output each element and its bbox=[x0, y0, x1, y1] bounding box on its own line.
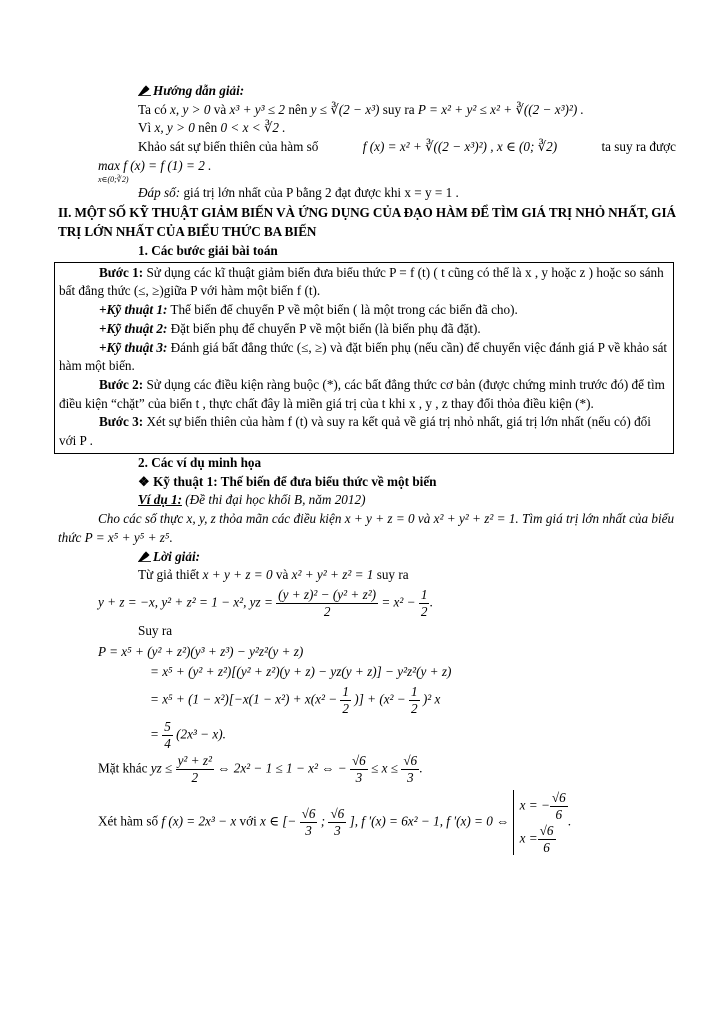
math: y ≤ ∛(2 − x³) bbox=[310, 101, 380, 117]
math: x² + y² + z² = 1 bbox=[291, 567, 374, 583]
solution-label: Hướng dẫn giải: bbox=[153, 83, 245, 98]
diamond-bullet-icon: ❖ bbox=[138, 473, 154, 489]
fraction bbox=[538, 823, 556, 856]
suy-ra: Suy ra bbox=[138, 622, 173, 638]
text: Từ giả thiết bbox=[138, 567, 200, 583]
fraction bbox=[328, 806, 346, 839]
p-line-2 bbox=[98, 663, 676, 682]
fraction-denominator: 4 bbox=[164, 735, 171, 751]
math: max f (x) = f (1) = 2 . bbox=[98, 157, 212, 173]
fraction-denominator: 2 bbox=[342, 700, 349, 716]
document-body bbox=[58, 82, 676, 857]
math: yz ≤ bbox=[150, 760, 173, 776]
technique-2-text: Đặt biến phụ để chuyển P về một biến (là biến phụ đã đặt). bbox=[170, 320, 481, 336]
technique-1 bbox=[59, 301, 669, 320]
technique-1-title bbox=[98, 473, 676, 492]
fraction-numerator: √6 bbox=[330, 806, 345, 822]
text: và bbox=[275, 567, 289, 583]
sol-line-2 bbox=[98, 119, 676, 138]
example-1-header bbox=[98, 491, 676, 510]
math: (2x³ − x). bbox=[176, 726, 226, 742]
fraction bbox=[350, 753, 368, 786]
math: x ∈ [− bbox=[260, 813, 297, 829]
fraction-denominator: 3 bbox=[406, 770, 414, 786]
technique-1-label: +Kỹ thuật 1: bbox=[99, 302, 168, 318]
fraction bbox=[162, 719, 173, 752]
step-1-label: Bước 1: bbox=[99, 264, 144, 280]
math: x³ + y³ ≤ 2 bbox=[229, 101, 286, 117]
math: x = − bbox=[519, 797, 550, 813]
p-line-1 bbox=[98, 643, 676, 662]
fraction-numerator: (y + z)² − (y² + z²) bbox=[278, 587, 377, 603]
answer-line bbox=[98, 184, 676, 203]
fraction-numerator: 1 bbox=[411, 683, 418, 699]
step-3-text: Xét sự biến thiên của hàm f (t) và suy ra kết quả về giá trị nhỏ nhất, giá trị lớn nhất (nếu có) đối với P . bbox=[59, 414, 651, 449]
math: y + z = −x, y² + z² = 1 − x², yz = bbox=[98, 594, 273, 610]
math: ≤ x ≤ bbox=[371, 760, 399, 776]
step-1-text: Sử dụng các kĩ thuật giảm biến đưa biểu thức P = f (t) ( t cũng có thể là x , y hoặc z ) hoặc so sánh bất đẳng thức (≤, ≥)giữa P với hàm một biến f (t). bbox=[59, 264, 664, 299]
fraction-denominator: 6 bbox=[543, 839, 550, 855]
p-line-3 bbox=[98, 684, 676, 717]
technique-3-label: +Kỹ thuật 3: bbox=[99, 339, 168, 355]
sol2-line-2: y + z = −x, y² + z² = 1 − x², yz = $\frac{\text{(y + z)² − (y² + z²)}}{2}$ = x² − $\frac{1}{2}$ . bbox=[98, 587, 433, 619]
math: ⇔ 2x² − 1 ≤ 1 − x² ⇔ − bbox=[217, 760, 347, 776]
math: = x⁵ + (y² + z²)[(y² + z²)(y + z) − yz(y + z)] − y²z²(y + z) bbox=[150, 664, 452, 680]
math: x, y > 0 bbox=[154, 120, 195, 136]
p-line-4 bbox=[98, 719, 676, 752]
max-subscript: x∈(0;∛2) bbox=[98, 174, 129, 184]
text: suy ra bbox=[382, 101, 415, 117]
text: nên bbox=[288, 101, 308, 117]
fraction-denominator: 2 bbox=[411, 700, 418, 716]
fraction-numerator: √6 bbox=[301, 806, 316, 822]
math: f (x) = 2x³ − x bbox=[161, 813, 237, 829]
solution-2-label: Lời giải: bbox=[153, 548, 200, 564]
xet-ham-so-line: Xét hàm số f (x) = 2x³ − x với x ∈ [− $\frac{√6}{3}$ ; $\frac{√6}{3}$ ], f '(x) = 6x² − 1, f '(x) = 0 ⇔ x = − $\frac{√6}{6}$ x = $\frac{√6}{6}$ . bbox=[98, 790, 571, 855]
math: )² x bbox=[422, 691, 441, 707]
math: x = bbox=[519, 830, 538, 846]
fraction-numerator: √6 bbox=[351, 753, 366, 769]
fraction-numerator: 5 bbox=[164, 718, 171, 734]
text: Khảo sát sự biến thiên của hàm số bbox=[138, 139, 319, 155]
example-1-text: Cho các số thực x, y, z thỏa mãn các điều kiện x + y + z = 0 và x² + y² + z² = 1. Tìm giá trị lớn nhất của biểu thức P = x⁵ + y⁵ + z⁵. bbox=[58, 511, 675, 545]
fraction bbox=[401, 753, 419, 786]
text: với bbox=[239, 813, 257, 829]
math: = x² − bbox=[381, 594, 416, 610]
fraction-denominator: 3 bbox=[334, 823, 341, 839]
text: Ta có bbox=[138, 101, 167, 117]
text: nên bbox=[198, 120, 218, 136]
math: P = x² + y² ≤ x² + ∛((2 − x³)²) . bbox=[417, 101, 584, 117]
technique-1-heading: Kỹ thuật 1: Thế biến để đưa biểu thức về một biến bbox=[153, 473, 437, 489]
math: x, y > 0 bbox=[170, 101, 211, 117]
fraction bbox=[340, 684, 351, 717]
root-2 bbox=[520, 823, 568, 856]
fraction-denominator: 6 bbox=[555, 806, 563, 822]
math: x + y + z = 0 bbox=[202, 567, 273, 583]
text: Mặt khác bbox=[98, 760, 148, 776]
technique-3 bbox=[59, 339, 669, 376]
technique-3-text: Đánh giá bất đẳng thức (≤, ≥) và đặt biến phụ (nếu cần) để chuyển việc đánh giá P về khảo sát hàm một biến. bbox=[59, 339, 668, 374]
text: và bbox=[213, 101, 227, 117]
sol-line-4 bbox=[98, 157, 676, 184]
math: = bbox=[150, 726, 159, 742]
fraction-denominator: 2 bbox=[323, 603, 331, 619]
sol-line-1 bbox=[98, 101, 676, 120]
text: Vì bbox=[138, 120, 152, 136]
math: ; bbox=[320, 813, 326, 829]
math: = x⁵ + (1 − x²)[−x(1 − x²) + x(x² − bbox=[150, 691, 338, 707]
step-1 bbox=[59, 264, 669, 301]
steps-box bbox=[54, 262, 674, 454]
fraction bbox=[419, 587, 430, 620]
example-1-label: Ví dụ 1: bbox=[138, 492, 182, 508]
section-title: II. MỘT SỐ KỸ THUẬT GIẢM BIẾN VÀ ỨNG DỤNG CỦA ĐẠO HÀM ĐỂ TÌM GIÁ TRỊ NHỎ NHẤT, GIÁ TRỊ LỚN NHẤT CỦA BIỂU THỨC BA BIẾN bbox=[58, 205, 676, 240]
sol2-line-1 bbox=[98, 566, 676, 585]
example-1-source: (Đề thi đại học khối B, năm 2012) bbox=[185, 492, 366, 508]
subsection-2-title: 2. Các ví dụ minh họa bbox=[138, 454, 262, 470]
fraction-numerator: 1 bbox=[420, 587, 428, 603]
fraction-denominator: 3 bbox=[355, 770, 363, 786]
fraction bbox=[276, 587, 378, 620]
fraction-numerator: y² + z² bbox=[177, 753, 212, 769]
fraction-numerator: √6 bbox=[551, 790, 566, 806]
technique-2 bbox=[59, 320, 669, 339]
technique-1-text: Thế biến để chuyển P về một biến ( là một trong các biến đã cho). bbox=[170, 302, 518, 318]
math: f (x) = x² + ∛((2 − x³)²) , x ∈ (0; ∛2) bbox=[362, 139, 558, 155]
fraction-denominator: 2 bbox=[191, 770, 199, 786]
text: ta suy ra được bbox=[601, 139, 676, 155]
technique-2-label: +Kỹ thuật 2: bbox=[99, 320, 168, 336]
root-system bbox=[513, 790, 568, 855]
fraction-numerator: √6 bbox=[539, 822, 554, 838]
root-1 bbox=[520, 790, 568, 823]
answer-label: Đáp số: bbox=[138, 184, 181, 200]
subsection-1-title: 1. Các bước giải bài toán bbox=[138, 242, 278, 258]
pen-writing-icon bbox=[138, 551, 151, 562]
mat-khac-line: Mặt khác yz ≤ $\frac{\text{y² + z²}}{2}$ ⇔ 2x² − 1 ≤ 1 − x² ⇔ − $\frac{√6}{3}$ ≤ x ≤ $\frac{√6}{3}$ . bbox=[98, 753, 423, 786]
step-3-label: Bước 3: bbox=[99, 414, 144, 430]
fraction-numerator: 1 bbox=[342, 683, 349, 699]
fraction-denominator: 3 bbox=[305, 823, 312, 839]
answer-text: giá trị lớn nhất của P bằng 2 đạt được khi x = y = 1 . bbox=[183, 184, 459, 200]
pen-writing-icon bbox=[138, 85, 151, 96]
text: Xét hàm số bbox=[98, 813, 159, 829]
fraction bbox=[300, 806, 318, 839]
math: 0 < x < ∛2 . bbox=[220, 120, 286, 136]
step-2 bbox=[59, 376, 669, 413]
fraction-denominator: 2 bbox=[420, 603, 428, 619]
solution-2-heading bbox=[98, 548, 676, 567]
step-3 bbox=[59, 413, 669, 450]
step-2-label: Bước 2: bbox=[99, 377, 144, 393]
fraction bbox=[550, 790, 568, 823]
math: ], f '(x) = 6x² − 1, f '(x) = 0 ⇔ bbox=[349, 813, 510, 829]
math: )] + (x² − bbox=[354, 691, 406, 707]
fraction bbox=[409, 684, 420, 717]
solution-heading bbox=[98, 82, 676, 101]
math: P = x⁵ + (y² + z²)(y³ + z³) − y²z²(y + z) bbox=[98, 643, 304, 659]
step-2-text: Sử dụng các điều kiện ràng buộc (*), các bất đẳng thức cơ bản (được chứng minh trước đó) để tìm điều kiện “chặt” của biến t , thực chất đây là miền giá trị của t khi x , y , z thay đổi thỏa điều kiện (*). bbox=[59, 377, 665, 411]
fraction bbox=[176, 753, 214, 786]
fraction-numerator: √6 bbox=[403, 753, 418, 769]
text: suy ra bbox=[376, 567, 409, 583]
sol-line-3 bbox=[98, 138, 676, 157]
